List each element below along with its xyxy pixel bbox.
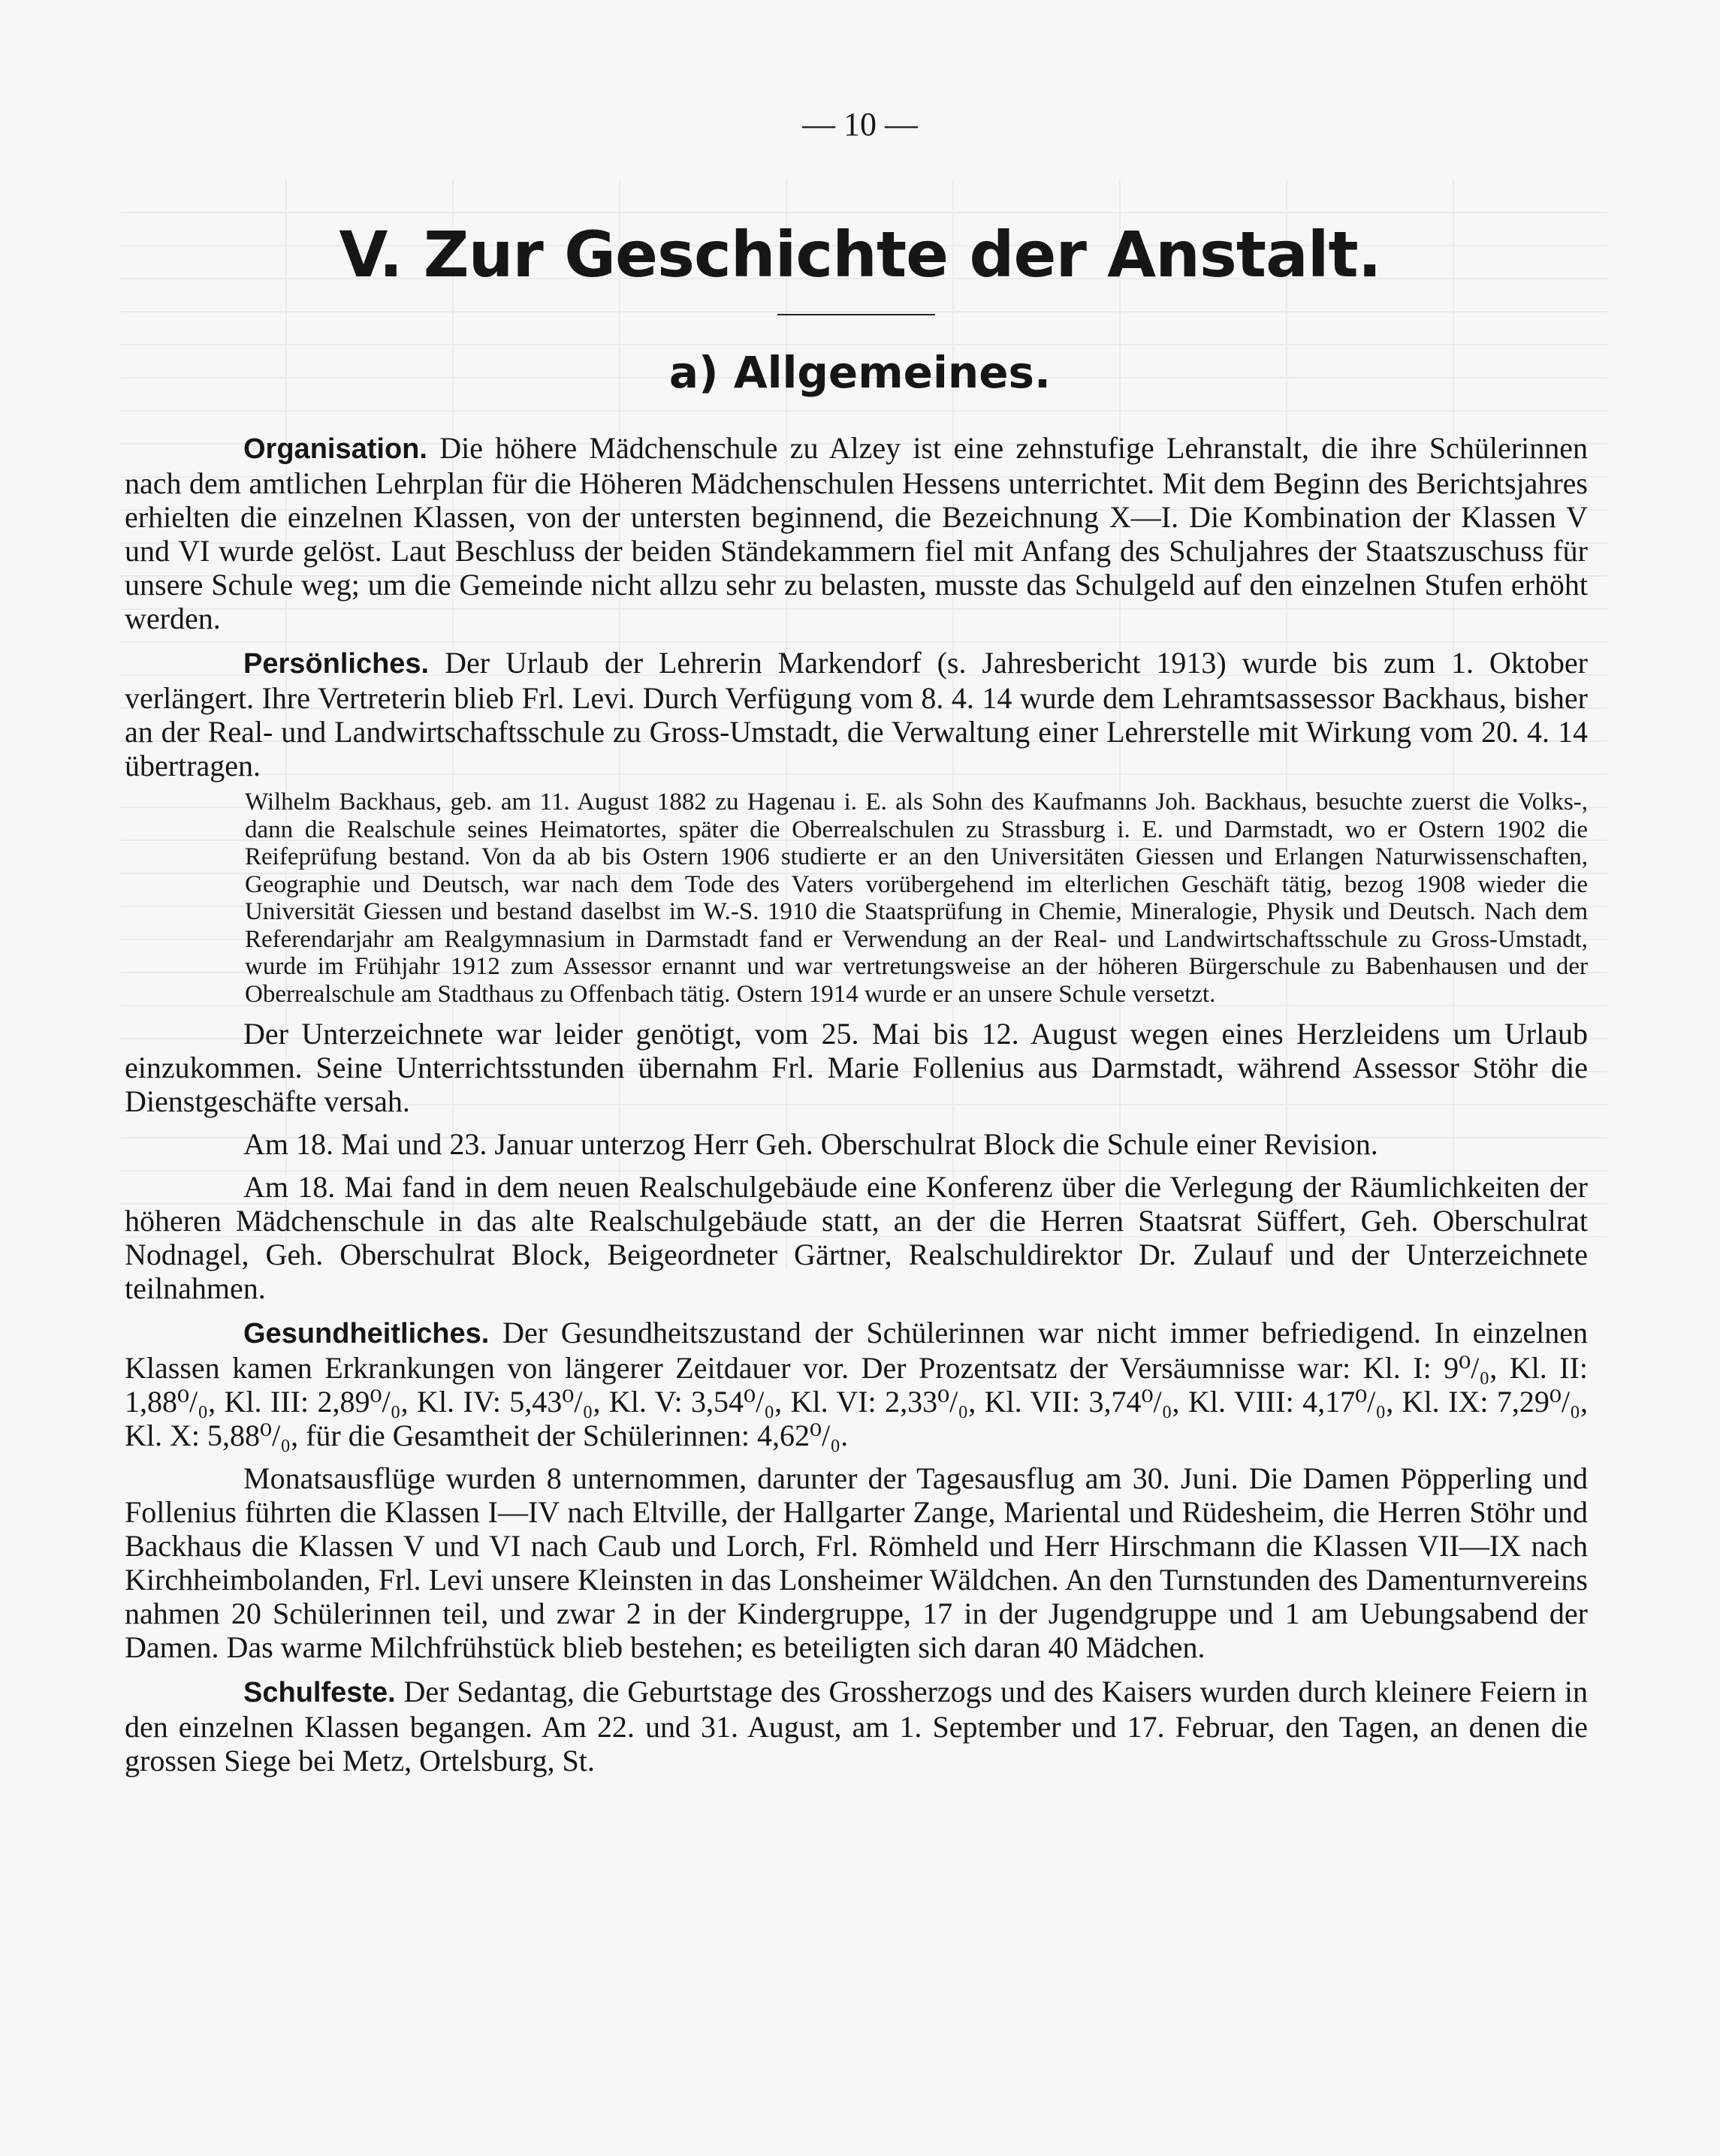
- paragraph-persoenliches: [125, 646, 1588, 782]
- chapter-title: V. Zur Geschichte der Anstalt.: [339, 218, 1381, 291]
- page-number: — 10 —: [802, 106, 918, 143]
- paragraph-schulfeste: [125, 1675, 1588, 1778]
- paragraph-ausfluege: Monatsausflüge wurden 8 unternommen, darunter der Tagesausflug am 30. Juni. Die Damen Pöpperling und Follenius führten die Klassen I—IV nach Eltville, der Hallgarter Zange, Mariental und Rüdesheim, die Herren Stöhr und Backhaus die Klassen V und VI nach Caub und Lorch, Frl. Römheld und Herr Hirschmann die Klassen VII—IX nach Kirchheimbolanden, Frl. Levi unsere Kleinsten in das Lonsheimer Wäldchen. An den Turnstunden des Damenturnvereins nahmen 20 Schülerinnen teil, und zwar 2 in der Kindergruppe, 17 in der Jugendgruppe und 1 am Uebungsabend der Damen. Das warme Milchfrühstück blieb bestehen; es beteiligten sich daran 40 Mädchen.: [125, 1461, 1588, 1664]
- paragraph-text: Die höhere Mädchenschule zu Alzey ist eine zehnstufige Lehranstalt, die ihre Schülerinnen nach dem amtlichen Lehrplan für die Höheren Mädchenschulen Hessens unterrichtet. Mit dem Beginn des Berichtsjahres erhielten die einzelnen Klassen, von der untersten beginnend, die Bezeichnung X—I. Die Kombination der Klassen V und VI wurde gelöst. Laut Beschluss der beiden Ständekammern fiel mit Anfang des Schuljahres der Staatszuschuss für unsere Schule weg; um die Gemeinde nicht allzu sehr zu belasten, musste das Schulgeld auf den einzelnen Stufen erhöht werden.: [125, 431, 1588, 635]
- paragraph-heading: Gesundheitliches.: [243, 1318, 490, 1349]
- paragraph-gesundheitliches: [125, 1316, 1588, 1452]
- title-divider: [777, 314, 935, 315]
- paragraph-text: Der Urlaub der Lehrerin Markendorf (s. Jahresbericht 1913) wurde bis zum 1. Oktober verlängert. Ihre Vertreterin blieb Frl. Levi. Durch Verfügung vom 8. 4. 14 wurde dem Lehramtsassessor Backhaus, bisher an der Real- und Landwirtschaftsschule zu Gross-Umstadt, die Verwaltung einer Lehrerstelle mit Wirkung vom 20. 4. 14 übertragen.: [125, 646, 1588, 782]
- paragraph-heading: Organisation.: [243, 433, 427, 465]
- paragraph-heading: Schulfeste.: [243, 1677, 396, 1708]
- paragraph-revision: Am 18. Mai und 23. Januar unterzog Herr Geh. Oberschulrat Block die Schule einer Revision.: [243, 1127, 1378, 1161]
- footnote-backhaus: Wilhelm Backhaus, geb. am 11. August 1882 zu Hagenau i. E. als Sohn des Kaufmanns Joh. Backhaus, besuchte zuerst die Volks-, dann die Realschule seines Heimatortes, später die Oberrealschulen zu Strassburg i. E. und Darmstadt, wo er Ostern 1902 die Reifeprüfung bestand. Von da ab bis Ostern 1906 studierte er an den Universitäten Giessen und Erlangen Naturwissenschaften, Geographie und Deutsch, war nach dem Tode des Vaters vorübergehend im elterlichen Geschäft tätig, bezog 1908 wieder die Universität Giessen und bestand daselbst im W.-S. 1910 die Staatsprüfung in Chemie, Mineralogie, Physik und Deutsch. Nach dem Referendarjahr am Realgymnasium in Darmstadt fand er Verwendung an der Real- und Landwirtschaftsschule zu Gross-Umstadt, wurde im Frühjahr 1912 zum Assessor ernannt und war vertretungsweise an der höheren Bürgerschule zu Babenhausen und der Oberrealschule am Stadthaus zu Offenbach tätig. Ostern 1914 wurde er an unsere Schule versetzt.: [245, 789, 1588, 1008]
- paragraph-heading: Persönliches.: [243, 648, 430, 680]
- paragraph-text: Der Gesundheitszustand der Schülerinnen war nicht immer befriedigend. In einzelnen Klassen kamen Erkrankungen von längerer Zeitdauer vor. Der Prozentsatz der Versäumnisse war: Kl. I: 9⁰/₀, Kl. II: 1,88⁰/₀, Kl. III: 2,89⁰/₀, Kl. IV: 5,43⁰/₀, Kl. V: 3,54⁰/₀, Kl. VI: 2,33⁰/₀, Kl. VII: 3,74⁰/₀, Kl. VIII: 4,17⁰/₀, Kl. IX: 7,29⁰/₀, Kl. X: 5,88⁰/₀, für die Gesamtheit der Schülerinnen: 4,62⁰/₀.: [125, 1316, 1588, 1452]
- paragraph-konferenz: Am 18. Mai fand in dem neuen Realschulgebäude eine Konferenz über die Verlegung der Räumlichkeiten der höheren Mädchenschule in das alte Realschulgebäude statt, an der die Herren Staatsrat Süffert, Geh. Oberschulrat Nodnagel, Geh. Oberschulrat Block, Beigeordneter Gärtner, Realschuldirektor Dr. Zulauf und der Unterzeichnete teilnahmen.: [125, 1170, 1588, 1305]
- body-text: [125, 431, 1588, 1778]
- paragraph-urlaub: Der Unterzeichnete war leider genötigt, vom 25. Mai bis 12. August wegen eines Herzleidens um Urlaub einzukommen. Seine Unterrichtsstunden übernahm Frl. Marie Follenius aus Darmstadt, während Assessor Stöhr die Dienstgeschäfte versah.: [125, 1017, 1588, 1118]
- paragraph-organisation: [125, 431, 1588, 635]
- section-subtitle: a) Allgemeines.: [668, 347, 1052, 398]
- paragraph-text: Der Sedantag, die Geburtstage des Grossherzogs und des Kaisers wurden durch kleinere Feiern in den einzelnen Klassen begangen. Am 22. und 31. August, am 1. September und 17. Februar, den Tagen, an denen die grossen Siege bei Metz, Ortelsburg, St.: [125, 1675, 1588, 1778]
